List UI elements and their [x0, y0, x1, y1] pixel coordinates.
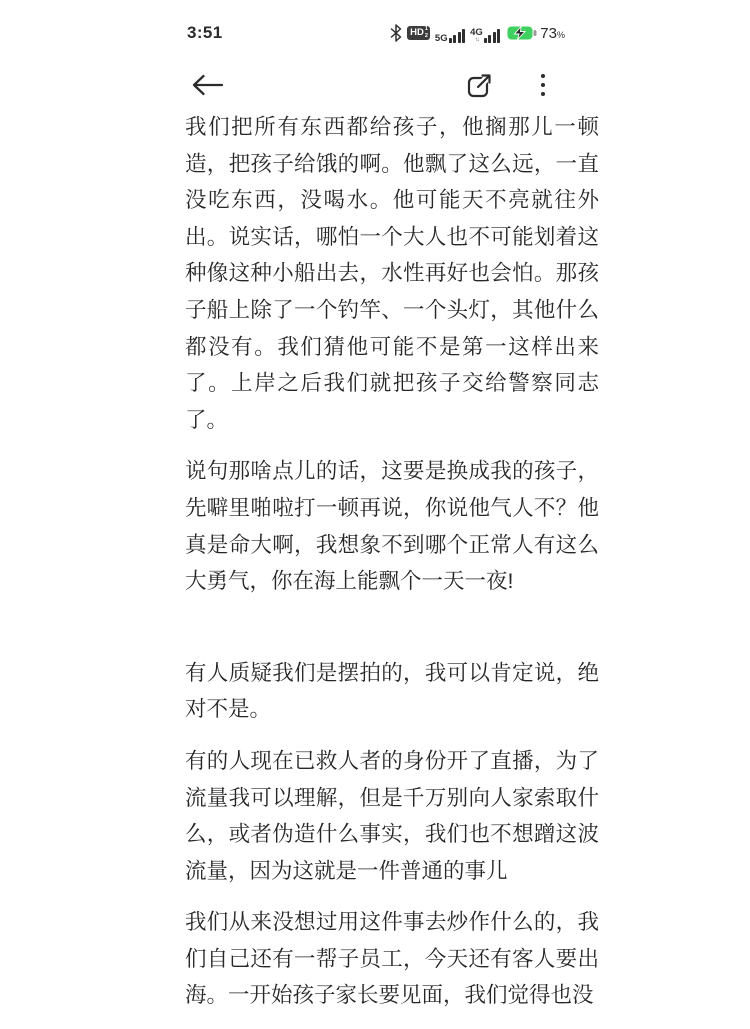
- battery-indicator: [507, 25, 565, 42]
- network-type-label: 4G: [470, 27, 483, 38]
- data-arrows-icon: ↑↓: [474, 37, 479, 43]
- article-paragraph: 说句那啥点儿的话，这要是换成我的孩子，先噼里啪啦打一顿再说，你说他气人不？他真是命大啊，我想象不到哪个正常人有这么大勇气，你在海上能飘个一天一夜!: [185, 459, 599, 594]
- status-bar: [187, 20, 599, 46]
- hd-badge-label: HD: [410, 27, 424, 38]
- status-icons: [390, 20, 565, 46]
- signal-bars-icon: [449, 29, 466, 43]
- nav-bar: [185, 64, 599, 106]
- signal-4g: [470, 23, 500, 43]
- share-external-icon: [465, 87, 495, 104]
- article-paragraph: 有的人现在已救人者的身份开了直播，为了流量我可以理解，但是千万别向人家索取什么，或者伪造什么事实，我们也不想蹭这波流量，因为这就是一件普通的事儿: [185, 748, 599, 883]
- signal-5g: [435, 23, 465, 43]
- bluetooth-icon: [390, 24, 402, 42]
- clock-time: 3:51: [187, 23, 223, 42]
- more-options-button[interactable]: [535, 70, 551, 100]
- network-type-label: 5G: [434, 33, 448, 44]
- article-paragraph: 我们从来没想过用这件事去炒作什么的，我们自己还有一帮子员工，今天还有客人要出海。一开始孩子家长要见面，我们觉得也没: [185, 910, 599, 1008]
- kebab-menu-icon: [541, 74, 545, 78]
- share-button[interactable]: [465, 70, 495, 100]
- article-body: [185, 109, 599, 1029]
- phone-screen: [185, 0, 599, 1008]
- hd-volte-icon: [407, 26, 430, 40]
- hd-sim-digits: 1 2: [424, 26, 428, 39]
- signal-bars-icon: [484, 29, 501, 43]
- paragraph-gap: [185, 615, 599, 655]
- back-button[interactable]: [191, 73, 225, 97]
- back-arrow-icon: [191, 84, 225, 101]
- battery-charging-icon: [507, 25, 537, 41]
- battery-percent: 73%: [540, 24, 565, 42]
- article-paragraph: 有人质疑我们是摆拍的，我可以肯定说，绝对不是。: [185, 660, 599, 722]
- article-paragraph: 我们把所有东西都给孩子，他搁那儿一顿造，把孩子给饿的啊。他飘了这么远，一直没吃东西，没喝水。他可能天不亮就往外出。说实话，哪怕一个大人也不可能划着这种像这种小船出去，水性再好也会怕。那孩子船上除了一个钓竿、一个头灯，其他什么都没有。我们猜他可能不是第一这样出来了。上岸之后我们就把孩子交给警察同志了。: [185, 115, 599, 432]
